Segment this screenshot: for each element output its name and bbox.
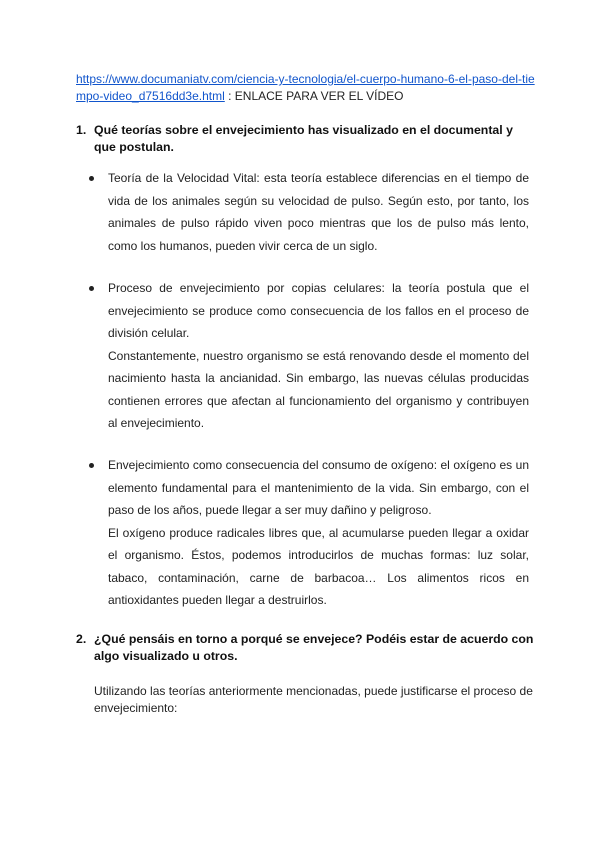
theory-paragraph: Envejecimiento como consecuencia del consumo de oxígeno: el oxígeno es un elemento fundamental para el mantenimiento de la vida. Sin embargo, con el paso de los años, puede llegar a ser muy dañino y peligroso.	[108, 458, 529, 517]
bullet-icon	[89, 463, 94, 468]
theory-copias-celulares	[89, 277, 529, 435]
theory-velocidad-vital	[89, 167, 529, 257]
answer-intro: Utilizando las teorías anteriormente mencionadas, puede justificarse el proceso de envejecimiento:	[94, 684, 533, 715]
bullet-icon	[89, 176, 94, 181]
bullet-icon	[89, 286, 94, 291]
question-1-text: Qué teorías sobre el envejecimiento has visualizado en el documental y que postulan.	[94, 123, 513, 154]
question-2-heading	[76, 631, 536, 665]
question-1-number: 1.	[76, 123, 87, 137]
theory-paragraph: Teoría de la Velocidad Vital: esta teoría establece diferencias en el tiempo de vida de los animales según su velocidad de pulso. Según esto, por tanto, los animales de pulso rápido viven poco mientras que los de pulso más lento, como los humanos, pueden vivir cerca de un siglo.	[108, 171, 529, 253]
video-link-suffix: : ENLACE PARA VER EL VÍDEO	[224, 89, 404, 103]
video-link-line	[76, 71, 536, 105]
question-2-text: ¿Qué pensáis en torno a porqué se envejece? Podéis estar de acuerdo con algo visualizado u otros.	[94, 632, 534, 663]
theory-paragraph: Constantemente, nuestro organismo se está renovando desde el momento del nacimiento hasta la ancianidad. Sin embargo, las nuevas células producidas contienen errores que afectan al funcionamiento del organismo y contribuyen al envejecimiento.	[108, 348, 529, 430]
question-1-heading	[76, 122, 536, 156]
theory-paragraph: Proceso de envejecimiento por copias celulares: la teoría postula que el envejecimiento se produce como consecuencia de los fallos en el proceso de división celular.	[108, 281, 529, 340]
theory-consumo-oxigeno	[89, 454, 529, 612]
theory-paragraph: El oxígeno produce radicales libres que, al acumularse pueden llegar a oxidar el organismo. Éstos, podemos introducirlos de muchas formas: luz solar, tabaco, contaminación, carne de barbacoa… Los alimentos ricos en antioxidantes pueden llegar a destruirlos.	[108, 525, 529, 607]
question-2-number: 2.	[76, 632, 87, 646]
video-link[interactable]: https://www.documaniatv.com/ciencia-y-tecnologia/el-cuerpo-humano-6-el-paso-del-tiempo-video_d7516dd3e.html	[76, 72, 535, 103]
